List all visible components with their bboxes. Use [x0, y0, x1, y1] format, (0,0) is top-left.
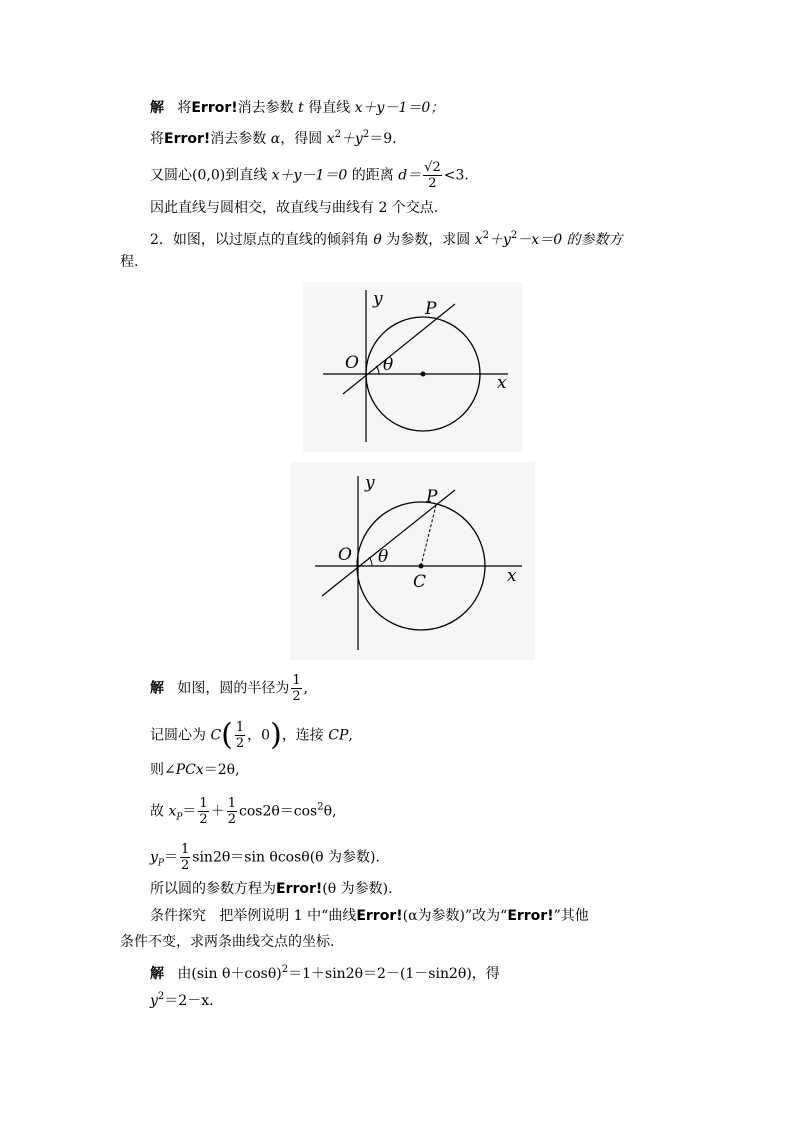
figure-1-svg — [303, 282, 523, 452]
text: (θ 为参数). — [322, 881, 393, 897]
solution-label: 解 — [150, 100, 164, 116]
var-y: y — [150, 849, 158, 866]
text: 将 — [177, 100, 192, 116]
var-theta: θ — [373, 232, 382, 248]
denominator: 2 — [180, 858, 190, 873]
var-x: x — [168, 803, 177, 820]
text: 消去参数 — [210, 131, 267, 147]
solution2-line-4: 故 $x_P=$ $\frac{1}{2}$ ＋ $\frac{1}{2}$ $\cos 2\theta=\cos^2\theta$, — [150, 796, 337, 827]
var-alpha: α — [270, 131, 281, 147]
fraction — [235, 720, 245, 751]
text: θ, — [323, 803, 337, 820]
fraction — [423, 160, 442, 191]
figure-1 — [303, 282, 523, 452]
figure-bg — [303, 282, 523, 452]
numerator: 1 — [180, 842, 190, 857]
text: ，连接 — [281, 727, 324, 744]
var-x: x — [474, 232, 483, 248]
var-c: C — [210, 727, 222, 744]
text: ”其他 — [553, 908, 589, 924]
numerator: √2 — [424, 160, 441, 175]
equation: ＝9. — [369, 131, 397, 147]
solution-line-3 — [150, 160, 469, 191]
text: 又圆心(0,0)到直线 — [150, 167, 268, 184]
text: 则∠ — [150, 762, 176, 778]
text: sin2θ＝sin θcosθ(θ 为参数). — [192, 849, 380, 866]
text: , — [348, 727, 353, 744]
label-p: P — [426, 487, 438, 507]
label-p: P — [425, 299, 437, 319]
explore-line-2: 条件不变，求两条曲线交点的坐标. — [120, 934, 335, 950]
label-x: x — [507, 566, 517, 586]
denominator: 2 — [199, 812, 208, 827]
solution2-line-5 — [150, 842, 380, 874]
solution2-line-1 — [150, 673, 308, 704]
label-theta: θ — [378, 547, 389, 567]
text: 故 — [150, 803, 164, 820]
text: 由(sin θ＋cosθ) — [177, 966, 282, 982]
text: 把举例说明 1 中“曲线 — [219, 908, 357, 924]
error-text: Error! — [164, 131, 211, 147]
denominator: 2 — [428, 176, 437, 191]
question-2-line-1: 2．如图，以过原点的直线的倾斜角 θ 为参数，求圆 $x^2+y^2-x=0$ 的参数方 — [150, 230, 623, 248]
var-pcx: PCx — [175, 762, 204, 778]
numerator: 1 — [199, 796, 208, 811]
var-t: t — [298, 100, 304, 116]
fraction — [227, 796, 237, 827]
var-y: ＋y — [340, 131, 363, 147]
solution-line-1 — [150, 98, 444, 118]
var-y: ＋y — [489, 232, 511, 248]
var-y: y — [150, 993, 158, 1009]
figure-2 — [290, 462, 535, 660]
text: ，得圆 — [280, 131, 323, 147]
equation: －x＝0 的参数方 — [517, 232, 623, 248]
var-x: x — [326, 131, 335, 147]
text: ＝2θ, — [203, 762, 240, 778]
numerator: 1 — [292, 673, 301, 688]
equation: x＋y－1＝0； — [354, 100, 445, 116]
label-theta: θ — [383, 355, 394, 375]
error-text: Error! — [276, 881, 323, 897]
text: ＝2－x. — [164, 993, 214, 1009]
fraction — [198, 796, 208, 827]
solution-label: 解 — [150, 680, 164, 697]
denominator: 2 — [292, 689, 301, 704]
error-text: Error! — [356, 908, 403, 924]
var-d: d＝ — [398, 167, 422, 184]
text: 2．如图，以过原点的直线的倾斜角 — [150, 232, 369, 248]
text: (α为参数)”改为“ — [402, 908, 508, 924]
text: <3. — [443, 167, 469, 184]
text: 的距离 — [351, 167, 394, 184]
denominator: 2 — [235, 736, 245, 751]
explore-line-1 — [150, 906, 589, 926]
figure-bg — [290, 462, 535, 660]
text: 消去参数 — [237, 100, 294, 116]
error-text: Error! — [191, 100, 238, 116]
fraction — [180, 842, 190, 873]
text: ＝ — [182, 803, 197, 820]
text: 如图，圆的半径为 — [177, 680, 290, 697]
var-cp: CP — [328, 727, 349, 744]
explore-label: 条件探究 — [150, 908, 206, 924]
solution-line-4: 因此直线与圆相交，故直线与曲线有 2 个交点. — [150, 200, 439, 216]
text: ，0 — [247, 727, 271, 744]
text: , — [303, 680, 309, 697]
subscript-p: P — [176, 812, 183, 823]
solution3-line-2: $y^2=2-x$. — [150, 991, 214, 1009]
solution-line-2: 将Error!消去参数 α，得圆 $x^2+y^2=9$. — [150, 129, 397, 147]
solution-label: 解 — [150, 966, 164, 982]
text: 将 — [150, 131, 164, 147]
equation: x＋y－1＝0 — [271, 167, 348, 184]
text: 为参数，求圆 — [386, 232, 471, 248]
label-o: O — [345, 353, 359, 373]
solution3-line-1: 解 由(sin θ＋cosθ)$^2$＝1＋sin2θ＝2－(1－sin2θ)，得 — [150, 964, 500, 982]
numerator: 1 — [235, 720, 245, 735]
text: ＝ — [163, 849, 178, 866]
center-dot — [421, 372, 426, 377]
text: 所以圆的参数方程为 — [150, 881, 276, 897]
solution2-line-2: 记圆心为 C( $\frac{1}{2}$ ，0)，连接 CP, — [150, 717, 353, 753]
label-o: O — [338, 545, 352, 565]
solution2-line-3 — [150, 760, 240, 780]
text: cos2θ＝cos — [238, 803, 318, 820]
figure-2-svg — [290, 462, 535, 660]
fraction — [291, 673, 301, 704]
label-x: x — [497, 373, 507, 393]
text: ＋ — [210, 803, 225, 820]
label-c: C — [413, 572, 427, 592]
denominator: 2 — [227, 812, 236, 827]
label-y: y — [365, 473, 375, 493]
subscript-p: P — [157, 858, 164, 869]
error-text: Error! — [507, 908, 554, 924]
solution2-line-6 — [150, 879, 393, 899]
numerator: 1 — [227, 796, 236, 811]
text: 得直线 — [308, 100, 351, 116]
question-2-line-2: 程. — [120, 254, 139, 270]
text: 记圆心为 — [150, 727, 206, 744]
text: ＝1＋sin2θ＝2－(1－sin2θ)，得 — [288, 966, 500, 982]
label-y: y — [373, 289, 383, 309]
